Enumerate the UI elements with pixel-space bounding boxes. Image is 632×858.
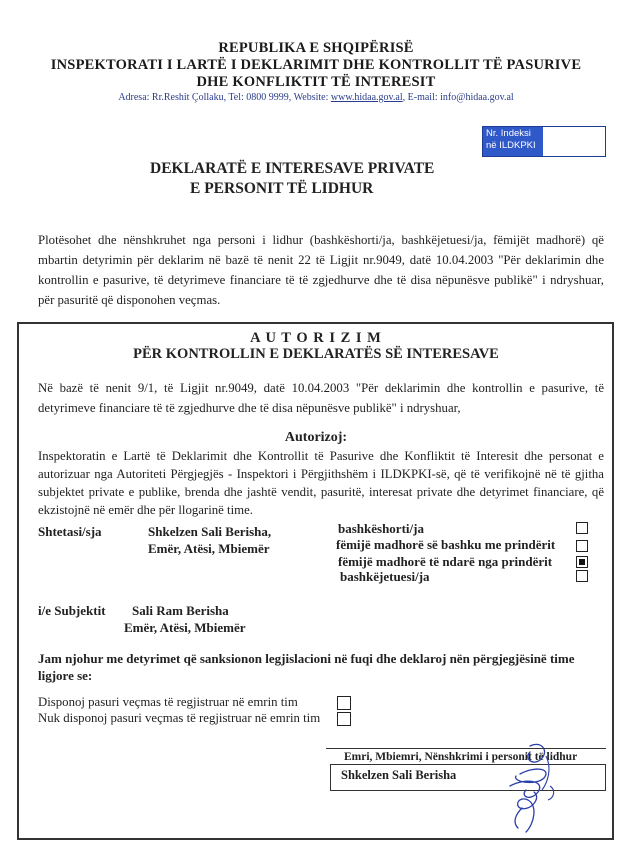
subject-name: Sali Ram Berisha [132, 603, 229, 618]
relation-checkbox-spouse[interactable] [576, 522, 588, 534]
signature-caption: Emri, Mbiemri, Nënshkrimi i personit të lidhur [344, 751, 578, 763]
email-prefix: , E-mail: [402, 92, 438, 103]
address-text: Adresa: Rr.Reshit Çollaku, Tel: 0800 9999, Website: [118, 92, 329, 103]
citizen-label: Shtetasi/sja [38, 524, 102, 539]
relation-label-cohabitant: bashkëjetuesi/ja [340, 569, 430, 584]
website-link[interactable]: www.hidaa.gov.al [330, 92, 403, 103]
email-link[interactable]: info@hidaa.gov.al [440, 92, 514, 103]
index-box [482, 126, 606, 157]
document-title: DEKLARATË E INTERESAVE PRIVATE [150, 160, 435, 177]
autorizoj-label: Autorizoj: [284, 430, 348, 445]
index-value-field[interactable] [543, 127, 605, 156]
option-label-has-assets: Disponoj pasuri veçmas të regjistruar në emrin tim [38, 695, 298, 709]
relation-label-child-with-parents: fëmijë madhorë së bashku me prindërit [336, 537, 556, 552]
citizen-name: Shkelzen Sali Berisha, [148, 524, 272, 539]
option-label-no-assets: Nuk disponoj pasuri veçmas të regjistruar në emrin tim [38, 711, 321, 725]
relation-label-child-separated: fëmijë madhorë të ndarë nga prindërit [338, 554, 553, 569]
subject-label: i/e Subjektit [38, 603, 106, 618]
relation-checkbox-child-separated[interactable] [576, 556, 588, 568]
relation-checkbox-cohabitant[interactable] [576, 570, 588, 582]
intro-paragraph: Plotësohet dhe nënshkruhet nga personi i lidhur (bashkëshorti/ja, bashkëjetuesi/ja, fëmijët madhorë) që mbartin detyrimin për deklarim në bazë të nenit 22 të Ligjit nr.9049, datë 10.04.2003 "Për deklarimin dhe kontrollin e pasurive, të detyrimeve financiare të të zgjedhurve dhe të disa nëpunësve publikë" i ndryshuar, për pasuritë që disponohen veçmas. [38, 233, 604, 307]
header-institution: INSPEKTORATI I LARTË I DEKLARIMIT DHE KONTROLLIT TË PASURIVE [50, 57, 582, 73]
handwritten-signature [490, 738, 570, 838]
header-institution-line2: DHE KONFLIKTIT TË INTERESIT [196, 74, 436, 90]
authorization-body: Inspektoratin e Lartë të Deklarimit dhe Kontrollit të Pasurive dhe Konfliktit të Interesit dhe personat e autorizuar nga Autoriteti Përgjegjës - Inspektori i Përgjithshëm i ILDKPKI-së, që të verifikojnë në të gjitha subjektet private e publike, brenda dhe jashtë vendit, pasuritë, interesat private dhe detyrimet financiare, që ekzistojnë në emër dhe për llogarinë time. [38, 449, 604, 517]
relation-checkbox-child-with-parents[interactable] [576, 540, 588, 552]
relation-label-spouse: bashkëshorti/ja [338, 521, 424, 536]
header-country: REPUBLIKA E SHQIPËRISË [218, 40, 414, 56]
authorization-heading: A U T O R I Z I M [250, 330, 382, 346]
header-address [0, 92, 632, 103]
authorization-basis: Në bazë të nenit 9/1, të Ligjit nr.9049, datë 10.04.2003 "Për deklarimin dhe kontrollin e pasurive, të detyrimeve financiare të të zgjedhurve dhe të disa nëpunësve publikë" i ndryshuar, [38, 381, 604, 415]
signature-name: Shkelzen Sali Berisha [341, 768, 457, 782]
index-label: Nr. Indeksi në ILDKPKI [483, 127, 543, 156]
option-checkbox-no-assets[interactable] [337, 712, 351, 726]
authorization-subheading: PËR KONTROLLIN E DEKLARATËS SË INTERESAVE [133, 346, 499, 362]
document-subtitle: E PERSONIT TË LIDHUR [190, 180, 374, 197]
awareness-statement: Jam njohur me detyrimet që sanksionon legjislacioni në fuqi dhe deklaroj nën përgjegjësinë time ligjore se: [38, 651, 575, 683]
subject-caption: Emër, Atësi, Mbiemër [124, 620, 246, 635]
citizen-name-caption: Emër, Atësi, Mbiemër [148, 541, 270, 556]
option-checkbox-has-assets[interactable] [337, 696, 351, 710]
